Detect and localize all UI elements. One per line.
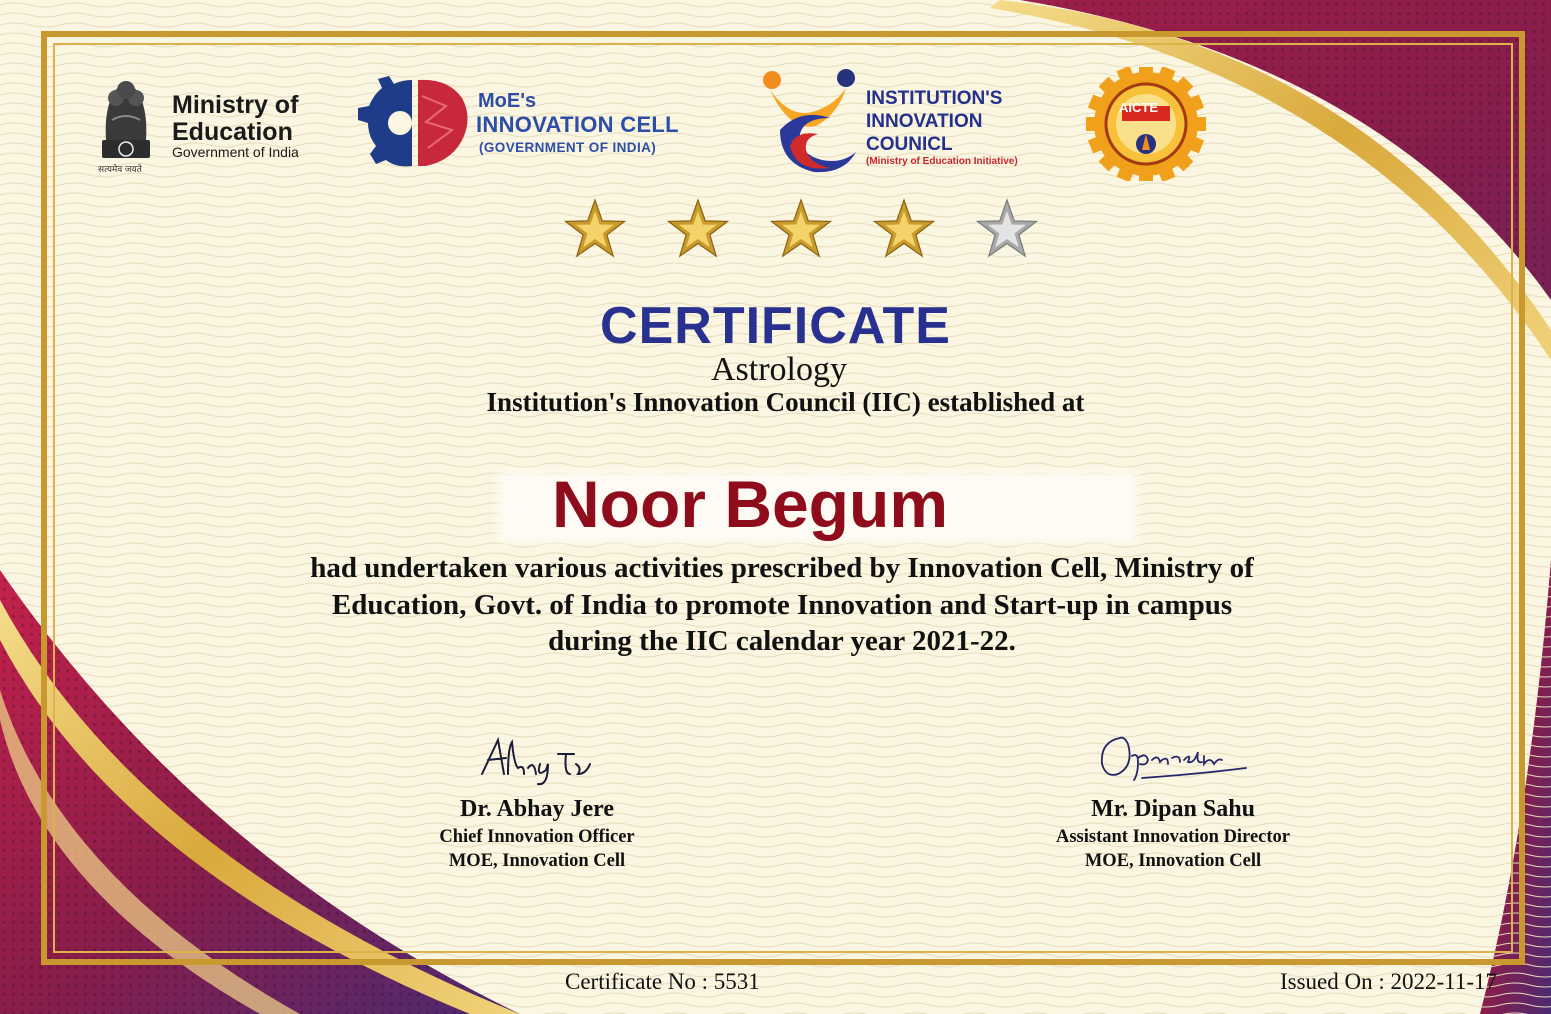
aicte-label: AICTE (1119, 100, 1158, 115)
moe-subtitle: Government of India (172, 144, 299, 160)
certificate-subject: Astrology (711, 351, 847, 388)
innovation-cell-line2: INNOVATION CELL (476, 112, 679, 137)
star-filled-icon (562, 196, 628, 262)
iic-logo-icon (760, 68, 860, 178)
issued-date: Issued On : 2022-11-17 (1280, 969, 1497, 994)
certificate-number: Certificate No : 5531 (565, 969, 760, 994)
body-line-1: had undertaken various activities prescribed by Innovation Cell, Ministry of (310, 552, 1254, 584)
established-line: Institution's Innovation Council (IIC) established at (486, 387, 1085, 417)
moe-title (172, 92, 298, 146)
iic-line4: (Ministry of Education Initiative) (866, 156, 1018, 167)
signatory-1-name: Dr. Abhay Jere (459, 796, 614, 822)
iic-line3: COUNICL (866, 134, 953, 155)
innovation-cell-gear-brain-icon (356, 76, 472, 170)
iic-line2: INNOVATION (866, 111, 983, 132)
signatory-2-name: Mr. Dipan Sahu (1091, 796, 1255, 822)
signature-dipan-sahu (1098, 730, 1250, 786)
aicte-gear-logo-icon (1084, 67, 1208, 181)
star-filled-icon (665, 196, 731, 262)
moe-title-line2: Education (172, 118, 293, 146)
star-filled-icon (768, 196, 834, 262)
recipient-name: Noor Begum (552, 467, 948, 541)
signature-abhay-jere (478, 734, 598, 790)
signatory-2-org: MOE, Innovation Cell (1084, 851, 1262, 871)
body-line-3: during the IIC calendar year 2021-22. (548, 625, 1016, 657)
certificate-title: CERTIFICATE (600, 297, 951, 355)
signatory-1-role: Chief Innovation Officer (439, 827, 635, 847)
iic-line1: INSTITUTION'S (866, 88, 1003, 109)
signatory-1-org: MOE, Innovation Cell (448, 851, 626, 871)
body-line-2: Education, Govt. of India to promote Innovation and Start-up in campus (331, 589, 1233, 621)
star-empty-icon (974, 196, 1040, 262)
innovation-cell-line3: (GOVERNMENT OF INDIA) (479, 140, 657, 155)
emblem-motto: सत्यमेव जयते (98, 164, 142, 174)
moe-title-line1: Ministry of (172, 91, 299, 119)
signatory-2-role: Assistant Innovation Director (1056, 827, 1290, 847)
innovation-cell-line1: MoE's (478, 90, 537, 112)
star-filled-icon (871, 196, 937, 262)
